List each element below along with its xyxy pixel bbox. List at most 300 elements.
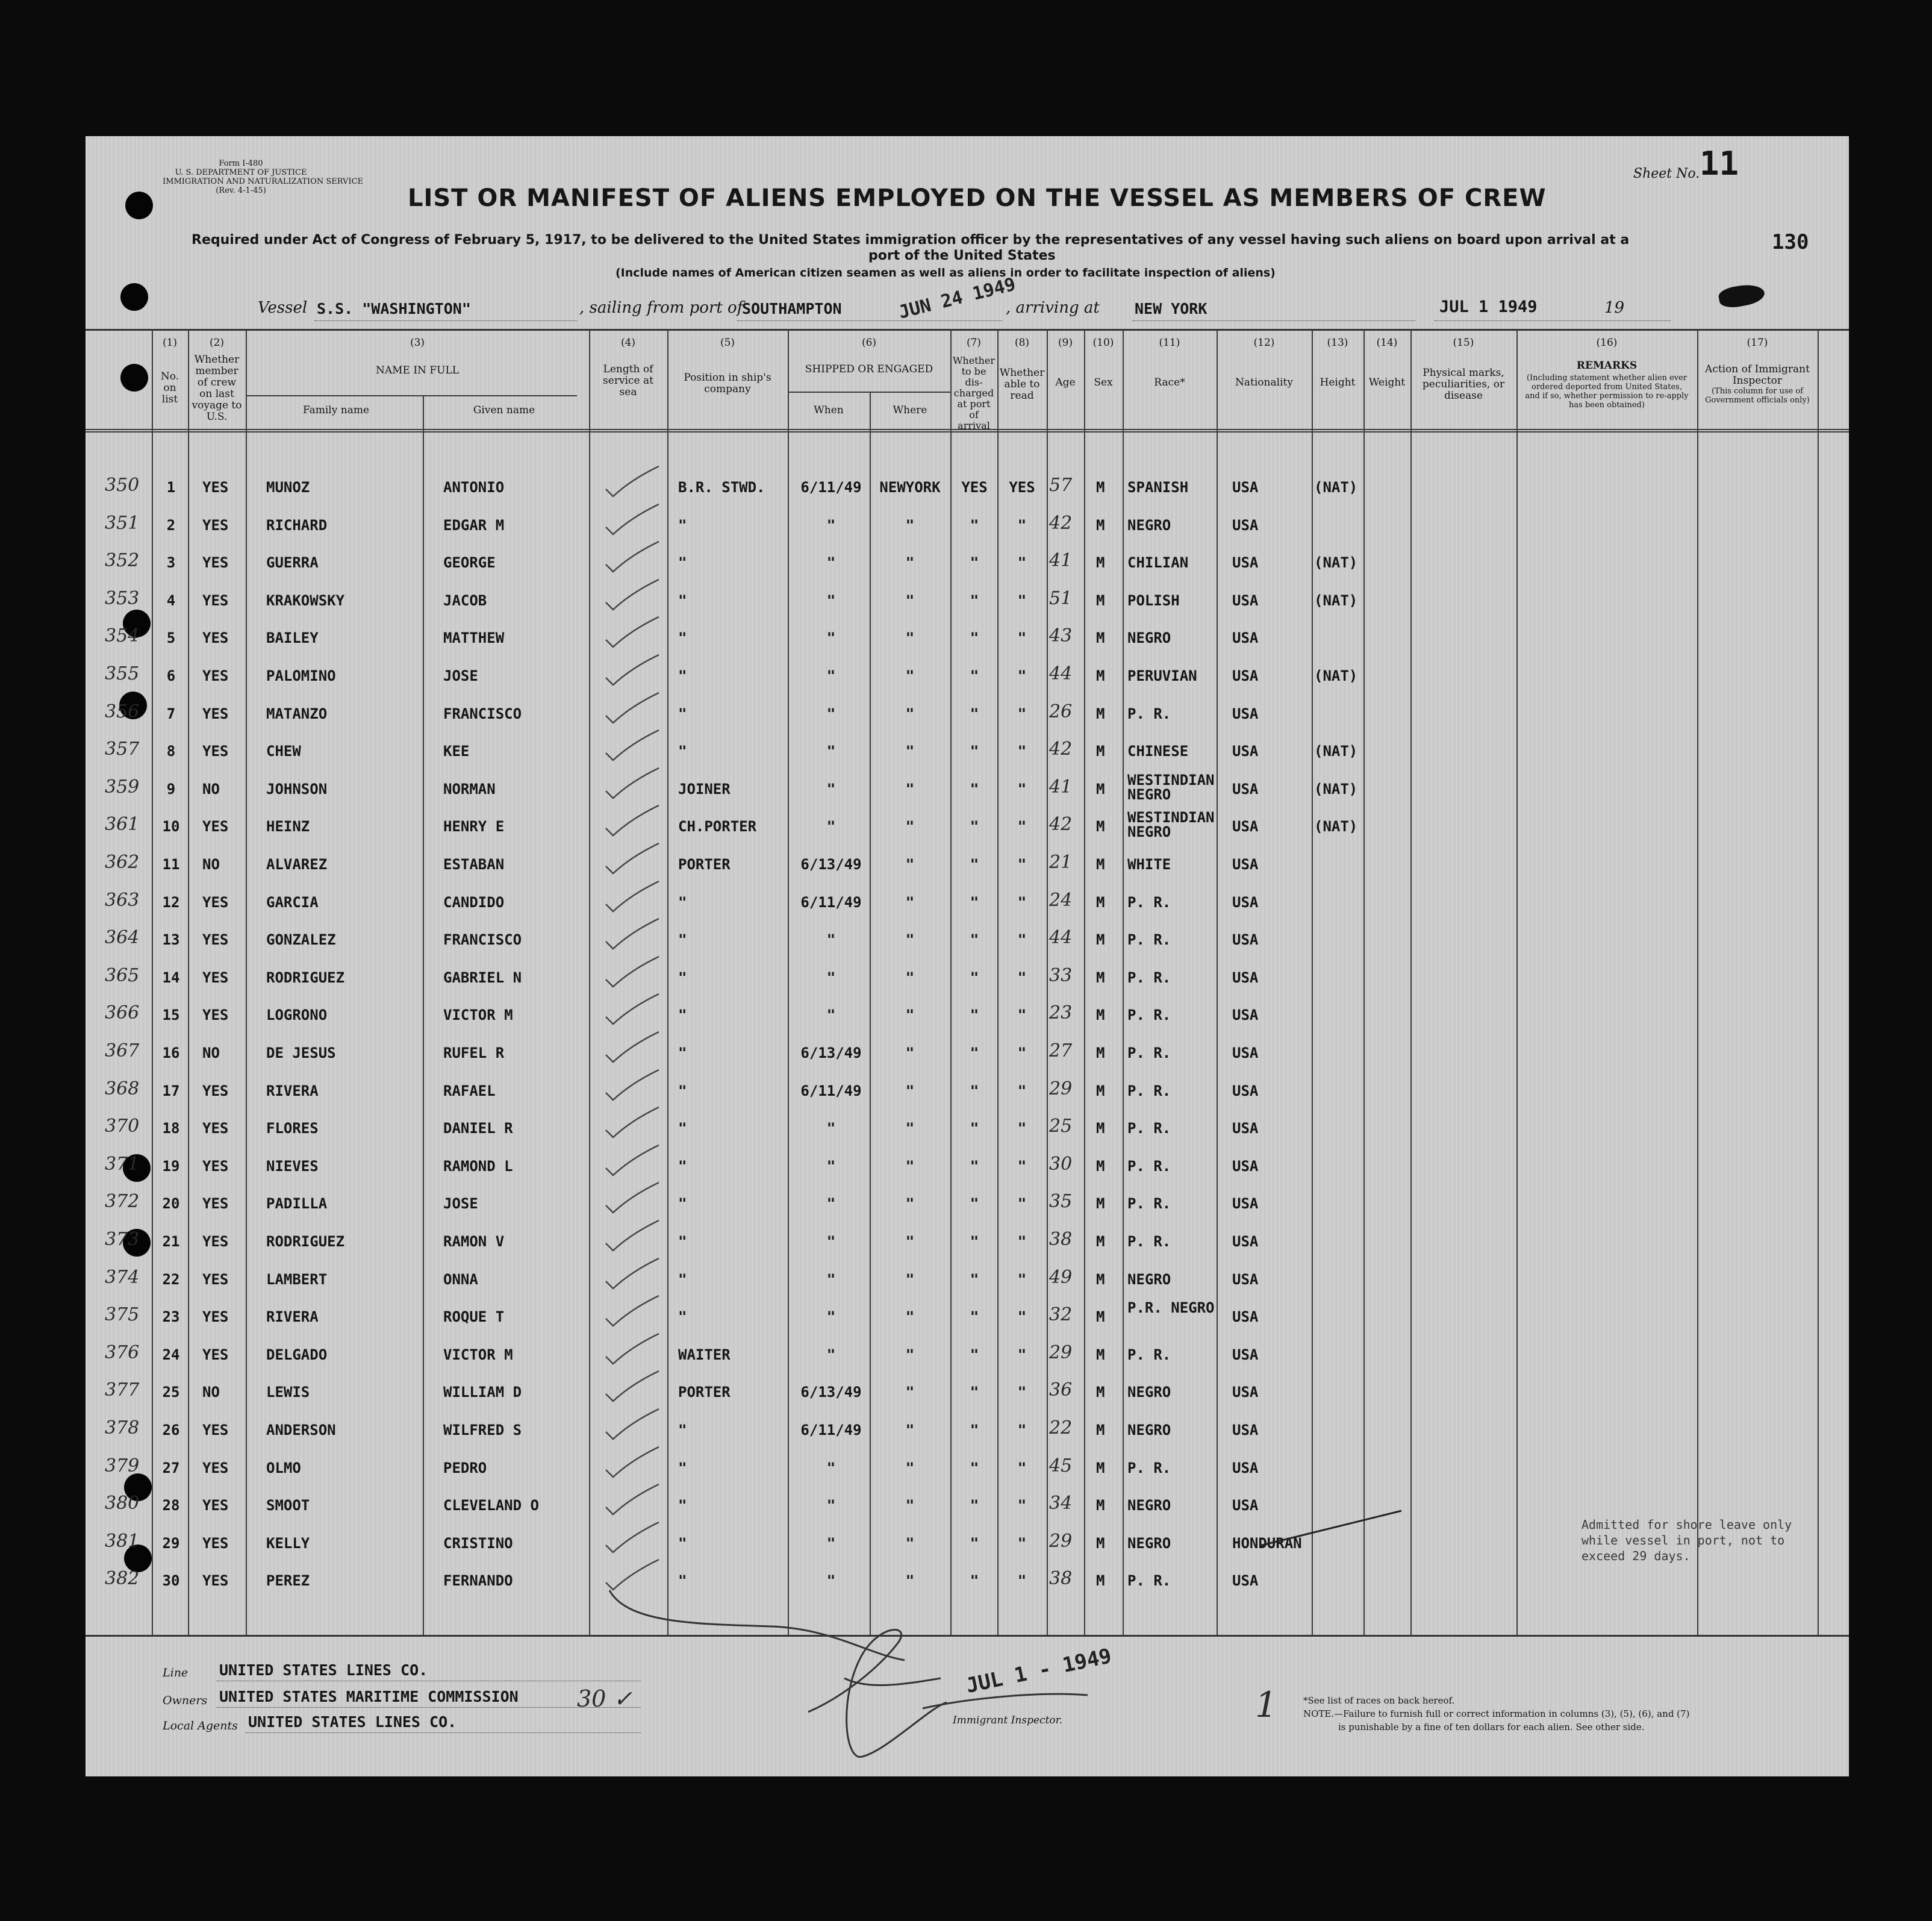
row-number: 12	[162, 893, 180, 911]
col-num: (10)	[1092, 337, 1114, 349]
col-num: (5)	[720, 337, 735, 349]
sex: M	[1096, 1422, 1105, 1438]
row-number: 20	[162, 1195, 180, 1213]
height: (NAT)	[1314, 743, 1358, 760]
height: (NAT)	[1314, 667, 1358, 684]
shipped-where: "	[905, 1270, 915, 1288]
given-name: FERNANDO	[443, 1572, 513, 1590]
crew-last-voyage: YES	[202, 969, 229, 986]
row-number: 4	[166, 592, 176, 609]
row-number: 10	[162, 818, 180, 836]
nationality: USA	[1232, 1497, 1259, 1514]
race: P. R.	[1127, 1572, 1171, 1590]
family-name: CHEW	[266, 743, 301, 760]
ship-position: "	[678, 1045, 687, 1061]
remarks-line-1: Admitted for shore leave only	[1581, 1517, 1792, 1532]
shipped-when: "	[826, 1233, 836, 1250]
shipped-where: "	[905, 1534, 915, 1552]
shipped-when: "	[826, 1459, 836, 1476]
to-be-discharged: "	[970, 705, 979, 722]
race: PERUVIAN	[1127, 667, 1197, 684]
family-name: NIEVES	[266, 1157, 319, 1175]
row-number: 6	[166, 667, 176, 684]
shipped-when: 6/11/49	[800, 893, 862, 911]
sex: M	[1096, 1346, 1105, 1363]
pen-strokes	[86, 136, 1849, 1776]
family-name: DE JESUS	[266, 1045, 336, 1061]
sex: M	[1096, 743, 1105, 760]
age: 57	[1049, 475, 1073, 496]
footer-agents-label: Local Agents	[163, 1719, 238, 1732]
family-name: DELGADO	[266, 1346, 328, 1363]
ship-position: "	[678, 1459, 687, 1476]
family-name: KRAKOWSKY	[266, 592, 345, 609]
crew-last-voyage: YES	[202, 1270, 229, 1288]
able-to-read: "	[1017, 667, 1027, 684]
age: 24	[1049, 889, 1073, 911]
margin-line-number: 359	[105, 776, 140, 798]
ship-position: "	[678, 516, 687, 534]
row-number: 27	[162, 1459, 180, 1476]
row-number: 28	[162, 1497, 180, 1514]
corner-mark: 130	[1772, 230, 1809, 254]
family-name: RICHARD	[266, 516, 328, 534]
crew-last-voyage: NO	[202, 1045, 220, 1061]
nationality: USA	[1232, 516, 1259, 534]
height: (NAT)	[1314, 780, 1358, 798]
footer-owners-value: UNITED STATES MARITIME COMMISSION	[219, 1688, 519, 1705]
ship-position: CH.PORTER	[678, 818, 757, 836]
sex: M	[1096, 1572, 1105, 1590]
nationality: USA	[1232, 667, 1259, 684]
nationality: USA	[1232, 1195, 1259, 1213]
row-number: 26	[162, 1422, 180, 1438]
margin-line-number: 355	[105, 663, 140, 684]
age: 41	[1049, 776, 1073, 798]
nationality: USA	[1232, 818, 1259, 836]
sex: M	[1096, 931, 1105, 949]
nationality: USA	[1232, 1422, 1259, 1438]
race: P.R. NEGRO	[1127, 1299, 1215, 1317]
given-name: JACOB	[443, 592, 487, 609]
to-be-discharged: "	[970, 931, 979, 949]
age: 44	[1049, 927, 1073, 949]
shipped-when: "	[826, 705, 836, 722]
col-num: (17)	[1747, 337, 1768, 349]
shipped-when: 6/13/49	[800, 1384, 862, 1401]
to-be-discharged: "	[970, 856, 979, 873]
col-label-read: Whether able to read	[999, 367, 1045, 402]
sex: M	[1096, 780, 1105, 798]
shipped-when: "	[826, 1007, 836, 1024]
remarks-line-3: exceed 29 days.	[1581, 1549, 1690, 1563]
include-note: (Include names of American citizen seamen as well as aliens in order to facilitate inspection of aliens)	[615, 266, 1276, 280]
ship-position: JOINER	[678, 780, 731, 798]
sex: M	[1096, 479, 1105, 496]
given-name: NORMAN	[443, 780, 496, 798]
shipped-when: "	[826, 1195, 836, 1213]
crew-last-voyage: YES	[202, 554, 229, 572]
vessel-name: S.S. "WASHINGTON"	[317, 300, 471, 317]
row-number: 17	[162, 1082, 180, 1099]
shipped-when: "	[826, 743, 836, 760]
crew-last-voyage: YES	[202, 705, 229, 722]
sex: M	[1096, 1045, 1105, 1061]
race: NEGRO	[1127, 629, 1171, 647]
margin-line-number: 377	[105, 1379, 140, 1401]
sex: M	[1096, 554, 1105, 572]
row-number: 2	[166, 516, 176, 534]
row-number: 8	[166, 743, 176, 760]
given-name: VICTOR M	[443, 1346, 513, 1363]
shipped-where: "	[905, 1422, 915, 1438]
sex: M	[1096, 516, 1105, 534]
age: 30	[1049, 1153, 1073, 1175]
shipped-where: NEWYORK	[879, 479, 941, 496]
sex: M	[1096, 667, 1105, 684]
to-be-discharged: "	[970, 893, 979, 911]
shipped-when: "	[826, 1534, 836, 1552]
ship-position: "	[678, 1157, 687, 1175]
sex: M	[1096, 1534, 1105, 1552]
age: 23	[1049, 1002, 1073, 1024]
crew-last-voyage: YES	[202, 1497, 229, 1514]
col-num: (15)	[1453, 337, 1474, 349]
shipped-when: "	[826, 516, 836, 534]
family-name: LOGRONO	[266, 1007, 328, 1024]
shipped-when: 6/11/49	[800, 1082, 862, 1099]
to-be-discharged: "	[970, 1384, 979, 1401]
crew-last-voyage: YES	[202, 931, 229, 949]
to-be-discharged: "	[970, 554, 979, 572]
crew-last-voyage: YES	[202, 1120, 229, 1137]
nationality: USA	[1232, 1459, 1259, 1476]
to-be-discharged: "	[970, 1157, 979, 1175]
col-num: (13)	[1327, 337, 1348, 349]
given-name: RUFEL R	[443, 1045, 505, 1061]
given-name: KEE	[443, 743, 470, 760]
height: (NAT)	[1314, 479, 1358, 496]
nationality: USA	[1232, 1270, 1259, 1288]
ship-position: "	[678, 931, 687, 949]
nationality: USA	[1232, 479, 1259, 496]
crew-last-voyage: YES	[202, 1233, 229, 1250]
given-name: JOSE	[443, 667, 478, 684]
col-label-where: Where	[893, 404, 927, 416]
age: 29	[1049, 1078, 1073, 1099]
shipped-where: "	[905, 1045, 915, 1061]
family-name: GUERRA	[266, 554, 319, 572]
ship-position: "	[678, 1308, 687, 1326]
crew-last-voyage: NO	[202, 1384, 220, 1401]
to-be-discharged: "	[970, 592, 979, 609]
nationality: USA	[1232, 969, 1259, 986]
shipped-when: "	[826, 780, 836, 798]
able-to-read: "	[1017, 1195, 1027, 1213]
to-be-discharged: "	[970, 1270, 979, 1288]
sex: M	[1096, 629, 1105, 647]
family-name: BAILEY	[266, 629, 319, 647]
family-name: HEINZ	[266, 818, 310, 836]
given-name: ONNA	[443, 1270, 478, 1288]
given-name: HENRY E	[443, 818, 505, 836]
margin-line-number: 364	[105, 927, 140, 949]
crew-last-voyage: YES	[202, 743, 229, 760]
ship-position: "	[678, 1422, 687, 1438]
ship-position: "	[678, 1120, 687, 1137]
able-to-read: "	[1017, 1082, 1027, 1099]
given-name: CANDIDO	[443, 893, 505, 911]
to-be-discharged: "	[970, 1422, 979, 1438]
row-number: 19	[162, 1157, 180, 1175]
family-name: JOHNSON	[266, 780, 328, 798]
given-name: CLEVELAND O	[443, 1497, 539, 1514]
able-to-read: "	[1017, 1534, 1027, 1552]
nationality: USA	[1232, 629, 1259, 647]
able-to-read: "	[1017, 629, 1027, 647]
shipped-where: "	[905, 592, 915, 609]
ship-position: "	[678, 1270, 687, 1288]
to-be-discharged: "	[970, 516, 979, 534]
shipped-where: "	[905, 1120, 915, 1137]
shipped-where: "	[905, 1308, 915, 1326]
height: (NAT)	[1314, 592, 1358, 609]
nationality: USA	[1232, 1007, 1259, 1024]
row-number: 14	[162, 969, 180, 986]
shipped-where: "	[905, 1195, 915, 1213]
able-to-read: "	[1017, 1459, 1027, 1476]
shipped-where: "	[905, 554, 915, 572]
row-number: 22	[162, 1270, 180, 1288]
margin-line-number: 382	[105, 1568, 140, 1590]
required-line-2: port of the United States	[868, 248, 1056, 263]
race: NEGRO	[1127, 1270, 1171, 1288]
shipped-when: "	[826, 931, 836, 949]
to-be-discharged: "	[970, 1120, 979, 1137]
margin-line-number: 352	[105, 550, 140, 572]
age: 27	[1049, 1040, 1073, 1061]
col-label-action-note: (This column for use of Government officials only)	[1705, 387, 1810, 405]
age: 45	[1049, 1455, 1073, 1476]
race: P. R.	[1127, 1233, 1171, 1250]
shipped-when: 6/11/49	[800, 479, 862, 496]
sex: M	[1096, 592, 1105, 609]
race: WESTINDIAN NEGRO	[1127, 809, 1215, 841]
nationality: USA	[1232, 592, 1259, 609]
year-label: 19	[1604, 299, 1625, 317]
family-name: GARCIA	[266, 893, 319, 911]
able-to-read: "	[1017, 743, 1027, 760]
nationality: USA	[1232, 856, 1259, 873]
family-name: LAMBERT	[266, 1270, 328, 1288]
margin-line-number: 357	[105, 739, 140, 760]
shipped-where: "	[905, 705, 915, 722]
sex: M	[1096, 1233, 1105, 1250]
col-num: (8)	[1014, 337, 1030, 349]
family-name: KELLY	[266, 1534, 310, 1552]
given-name: FRANCISCO	[443, 931, 522, 949]
ship-position: "	[678, 667, 687, 684]
family-name: OLMO	[266, 1459, 301, 1476]
margin-line-number: 373	[105, 1229, 140, 1250]
given-name: CRISTINO	[443, 1534, 513, 1552]
shipped-when: "	[826, 592, 836, 609]
shipped-where: "	[905, 1233, 915, 1250]
family-name: PADILLA	[266, 1195, 328, 1213]
sex: M	[1096, 969, 1105, 986]
margin-line-number: 380	[105, 1493, 140, 1514]
age: 42	[1049, 814, 1073, 836]
shipped-where: "	[905, 969, 915, 986]
race: P. R.	[1127, 1459, 1171, 1476]
remarks-line-2: while vessel in port, not to	[1581, 1533, 1785, 1548]
race: WHITE	[1127, 856, 1171, 873]
shipped-where: "	[905, 1082, 915, 1099]
ship-position: "	[678, 743, 687, 760]
shipped-where: "	[905, 818, 915, 836]
family-name: GONZALEZ	[266, 931, 336, 949]
margin-line-number: 350	[105, 475, 140, 496]
to-be-discharged: "	[970, 1346, 979, 1363]
ship-position: "	[678, 1082, 687, 1099]
sex: M	[1096, 1120, 1105, 1137]
col-label-nationality: Nationality	[1235, 376, 1293, 389]
race: P. R.	[1127, 1120, 1171, 1137]
sailing-label: , sailing from port of	[579, 299, 743, 317]
col-label-discharged: Whether to be dis-charged at port of arrival	[952, 355, 996, 431]
col-num: (7)	[966, 337, 982, 349]
nationality: USA	[1232, 1384, 1259, 1401]
ship-position: "	[678, 1195, 687, 1213]
family-name: MATANZO	[266, 705, 328, 722]
to-be-discharged: "	[970, 629, 979, 647]
crew-last-voyage: NO	[202, 856, 220, 873]
col-label-action: Action of Immigrant Inspector	[1705, 363, 1810, 387]
ship-position: "	[678, 705, 687, 722]
crew-last-voyage: YES	[202, 1459, 229, 1476]
to-be-discharged: "	[970, 969, 979, 986]
able-to-read: "	[1017, 1422, 1027, 1438]
footer-owners-label: Owners	[163, 1694, 208, 1707]
shipped-when: 6/11/49	[800, 1422, 862, 1438]
race: NEGRO	[1127, 1384, 1171, 1401]
race: P. R.	[1127, 969, 1171, 986]
shipped-where: "	[905, 516, 915, 534]
col-num: (6)	[861, 337, 877, 349]
col-num: (12)	[1253, 337, 1275, 349]
shipped-when: 6/13/49	[800, 856, 862, 873]
port-to: NEW YORK	[1135, 300, 1208, 317]
margin-line-number: 361	[105, 814, 140, 836]
able-to-read: "	[1017, 1007, 1027, 1024]
row-number: 9	[166, 780, 176, 798]
family-name: PEREZ	[266, 1572, 310, 1590]
inspector-date-stamp: JUL 1 - 1949	[964, 1643, 1114, 1699]
given-name: GABRIEL N	[443, 969, 522, 986]
nationality: USA	[1232, 1157, 1259, 1175]
given-name: WILFRED S	[443, 1422, 522, 1438]
age: 32	[1049, 1304, 1073, 1326]
port-from: SOUTHAMPTON	[742, 300, 842, 317]
to-be-discharged: "	[970, 1534, 979, 1552]
margin-line-number: 376	[105, 1342, 140, 1363]
race: P. R.	[1127, 931, 1171, 949]
crew-last-voyage: YES	[202, 1308, 229, 1326]
age: 43	[1049, 625, 1073, 647]
to-be-discharged: YES	[961, 479, 988, 496]
crew-last-voyage: YES	[202, 1346, 229, 1363]
to-be-discharged: "	[970, 1007, 979, 1024]
given-name: ESTABAN	[443, 856, 505, 873]
race: NEGRO	[1127, 516, 1171, 534]
shipped-when: "	[826, 1346, 836, 1363]
able-to-read: "	[1017, 516, 1027, 534]
shipped-where: "	[905, 1459, 915, 1476]
shipped-where: "	[905, 856, 915, 873]
race: P. R.	[1127, 1007, 1171, 1024]
able-to-read: "	[1017, 856, 1027, 873]
margin-line-number: 374	[105, 1266, 140, 1288]
arriving-label: , arriving at	[1006, 299, 1100, 317]
ship-position: "	[678, 554, 687, 572]
races-note: *See list of races on back hereof.	[1303, 1695, 1455, 1706]
age: 49	[1049, 1266, 1073, 1288]
margin-line-number: 351	[105, 512, 140, 534]
shipped-when: "	[826, 1270, 836, 1288]
crew-last-voyage: YES	[202, 592, 229, 609]
ship-position: "	[678, 629, 687, 647]
crew-last-voyage: NO	[202, 780, 220, 798]
age: 25	[1049, 1116, 1073, 1137]
shipped-when: "	[826, 818, 836, 836]
margin-line-number: 371	[105, 1153, 140, 1175]
margin-line-number: 354	[105, 625, 140, 647]
given-name: ANTONIO	[443, 479, 505, 496]
margin-line-number: 366	[105, 1002, 140, 1024]
given-name: WILLIAM D	[443, 1384, 522, 1401]
row-number: 24	[162, 1346, 180, 1363]
sex: M	[1096, 1497, 1105, 1514]
col-label-family: Family name	[302, 404, 370, 416]
able-to-read: YES	[1009, 479, 1035, 496]
age: 21	[1049, 852, 1073, 873]
family-name: ALVAREZ	[266, 856, 328, 873]
able-to-read: "	[1017, 1497, 1027, 1514]
able-to-read: "	[1017, 893, 1027, 911]
row-number: 16	[162, 1045, 180, 1061]
ship-position: PORTER	[678, 1384, 731, 1401]
able-to-read: "	[1017, 592, 1027, 609]
margin-line-number: 368	[105, 1078, 140, 1099]
penalty-note-1: NOTE.—Failure to furnish full or correct information in columns (3), (5), (6), and (7)	[1303, 1708, 1690, 1719]
col-num: (4)	[620, 337, 636, 349]
form-service: IMMIGRATION AND NATURALIZATION SERVICE	[163, 177, 364, 186]
race: NEGRO	[1127, 1422, 1171, 1438]
nationality: HONDURAN	[1232, 1534, 1302, 1552]
nationality: USA	[1232, 1120, 1259, 1137]
col-label-crew: Whether member of crew on last voyage to U.S.	[192, 354, 242, 423]
age: 35	[1049, 1191, 1073, 1213]
form-number: Form I-480	[219, 159, 263, 168]
sex: M	[1096, 1195, 1105, 1213]
family-name: PALOMINO	[266, 667, 336, 684]
shipped-when: "	[826, 629, 836, 647]
sex: M	[1096, 1384, 1105, 1401]
age: 51	[1049, 587, 1073, 609]
row-number: 11	[162, 856, 180, 873]
age: 36	[1049, 1379, 1073, 1401]
shipped-where: "	[905, 931, 915, 949]
